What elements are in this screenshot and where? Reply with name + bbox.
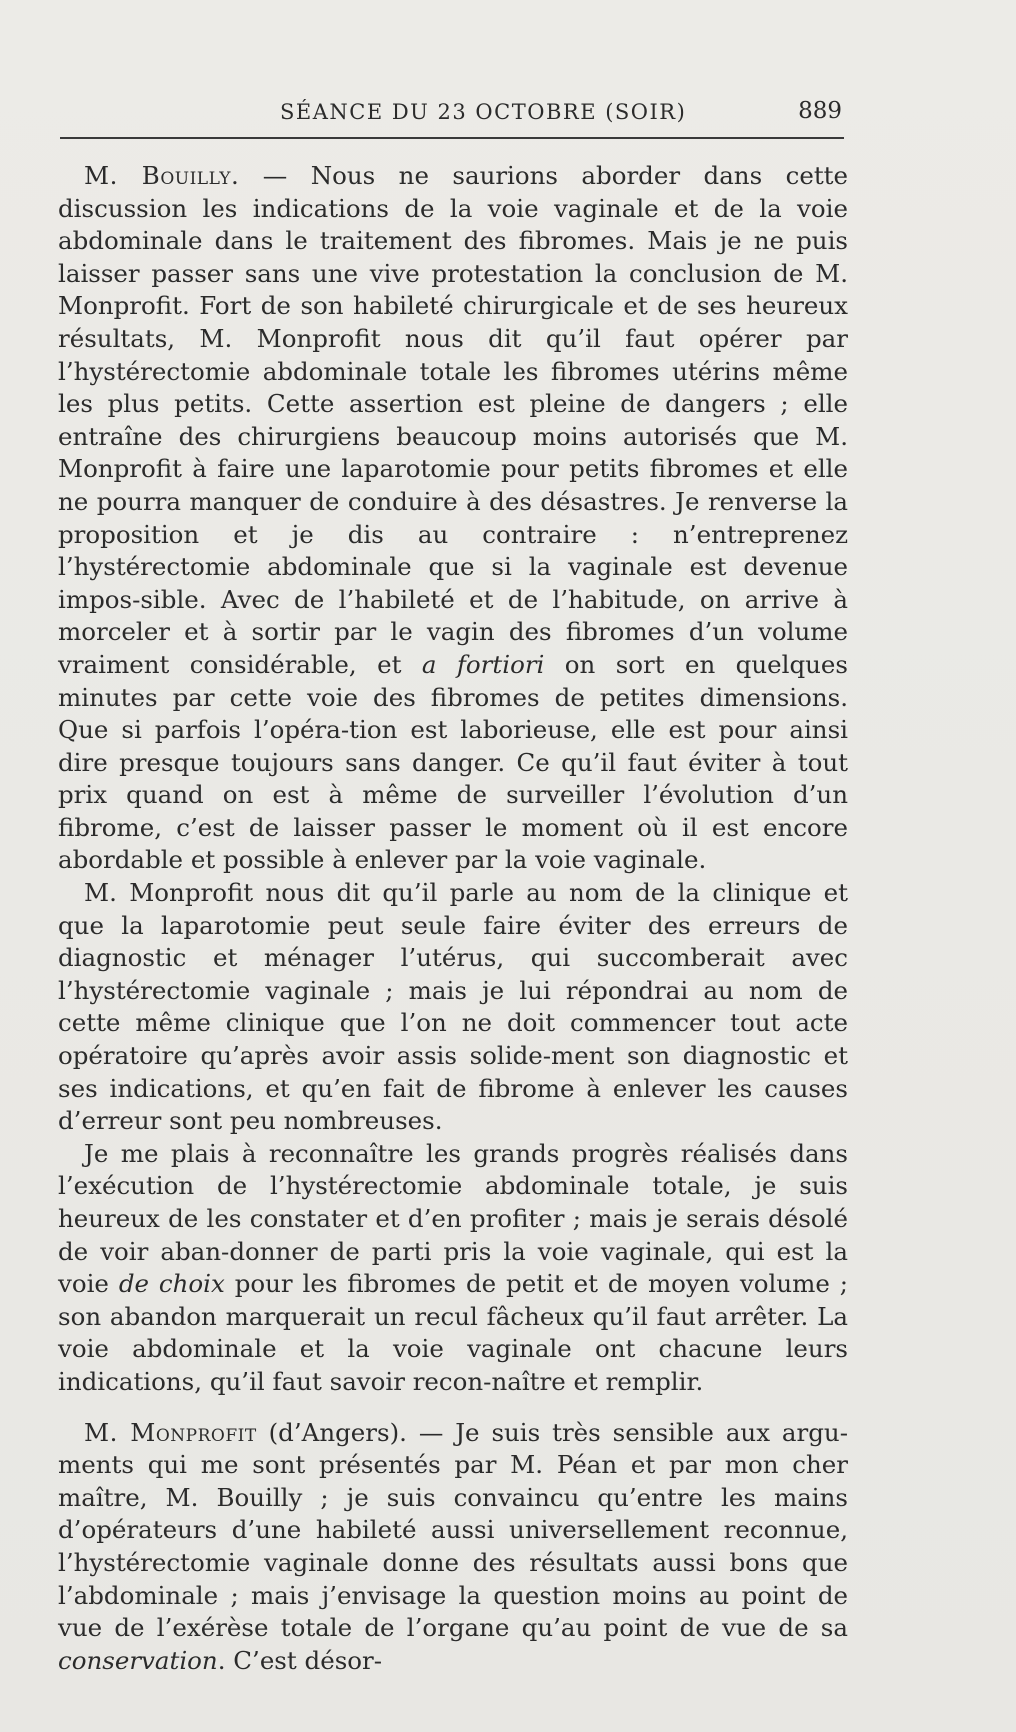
paragraph-progres [58,1138,848,1399]
page-number: 889 [798,98,842,124]
italic-phrase: conservation [58,1645,218,1675]
speaker-name: M. Bouilly. [84,161,240,190]
paragraph-monprofit [58,1417,848,1678]
paragraph-text: . C’est désor- [217,1645,383,1675]
header-rule [60,137,844,139]
paragraph-bouilly [58,160,848,877]
paragraph-text: — Nous ne saurions aborder dans cette discussion les indications de la voie vaginale et de la voie abdominale dans le traitement des fibromes. Mais je ne puis laisser passer sans une vive protestation la conclusion de M. Monprofit. Fort de son habileté chirurgicale et de ses heureux résultats, M. Monprofit nous dit qu’il faut opérer par l’hystérectomie abdominale totale les fibromes utérins même les plus petits. Cette assertion est pleine de dangers ; elle entraîne des chirurgiens beaucoup moins autorisés que M. Monprofit à faire une laparotomie pour petits fibromes et elle ne pourra manquer de conduire à des désastres. Je renverse la proposition et je dis au contraire : n’entreprenez l’hystérectomie abdominale que si la vaginale est devenue impos-sible. Avec de l’habileté et de l’habitude, on arrive à morceler et à sortir par le vagin des fibromes d’un volume vraiment considérable, et [58,161,849,679]
paragraph-clinique [58,877,848,1138]
running-head: SÉANCE DU 23 OCTOBRE (SOIR) [280,100,687,124]
body-text [58,160,848,1677]
paragraph-text: on sort en quelques minutes par cette voie des fibromes de petites dimensions. Que si parfois l’opéra-tion est laborieuse, elle est pour ainsi dire presque toujours sans danger. Ce qu’il faut éviter à tout prix quand on est à même de surveiller l’évolution d’un fibrome, c’est de laisser passer le moment où il est encore abordable et possible à enlever par la voie vaginale. [58,649,848,875]
speaker-name: M. Monprofit [84,1417,257,1447]
italic-phrase: a fortiori [421,649,545,679]
italic-phrase: de choix [118,1269,225,1299]
paragraph-text: pour les fibromes de petit et de moyen volume ; son abandon marquerait un recul fâcheux qu’il faut arrêter. La voie abdominale et la voie vaginale ont chacune leurs indications, qu’il faut savoir recon-naître et remplir. [58,1269,849,1396]
page-header [58,96,844,136]
paragraph-text: M. Monprofit nous dit qu’il parle au nom de la clinique et que la laparotomie peut seule faire éviter des erreurs de diagnostic et ménager l’utérus, qui succomberait avec l’hystérectomie vaginale ; mais je lui répondrai au nom de cette même clinique que l’on ne doit commencer tout acte opératoire qu’après avoir assis solide-ment son diagnostic et ses indications, et qu’en fait de fibrome à enlever les causes d’erreur sont peu nombreuses. [58,878,848,1136]
paragraph-text: Je me plais à reconnaître les grands progrès réalisés dans l’exécution de l’hystérectomie abdominale totale, je suis heureux de les constater et d’en profiter ; mais je serais désolé de voir aban-donner de parti pris la voie vaginale, qui est la voie [58,1138,848,1299]
paragraph-text: (d’Angers). — Je suis très sensible aux argu-ments qui me sont présentés par M. Péan et par mon cher maître, M. Bouilly ; je suis convaincu qu’entre les mains d’opérateurs d’une habileté aussi universellement reconnue, l’hystérectomie vaginale donne des résultats aussi bons que l’abdominale ; mais j’envisage la question moins au point de vue de l’exérèse totale de l’organe qu’au point de vue de sa [58,1417,848,1643]
